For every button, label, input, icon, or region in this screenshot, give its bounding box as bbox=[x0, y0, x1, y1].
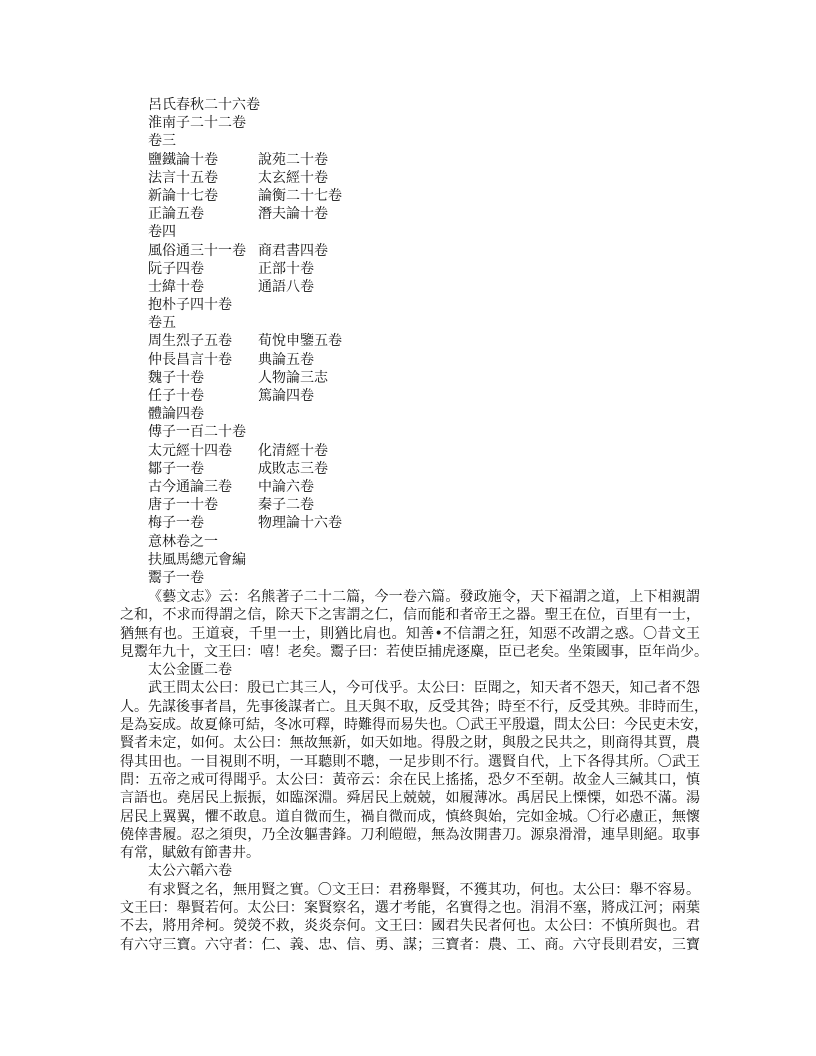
catalog-entry-left: 士緯十卷 bbox=[148, 278, 204, 295]
catalog-entry-left: 法言十五卷 bbox=[148, 169, 218, 186]
catalog-row bbox=[148, 460, 328, 478]
text-line: 之和，不求而得謂之信，除天下之害謂之仁，信而能和者帝王之器。聖王在位，百里有一士， bbox=[120, 607, 700, 624]
catalog-entry-left: 鬻子一卷 bbox=[148, 569, 204, 586]
catalog-entry-left: 卷五 bbox=[148, 315, 176, 332]
catalog-row bbox=[148, 260, 314, 278]
catalog-entry-left: 呂氏春秋二十六卷 bbox=[148, 97, 260, 113]
catalog-entry-left: 卷三 bbox=[148, 133, 176, 150]
catalog-row bbox=[148, 314, 260, 332]
catalog-entry-left: 扶風馬總元會編 bbox=[148, 551, 246, 568]
text-line: 有求賢之名，無用賢之實。〇文王曰：君務舉賢，不獲其功，何也。太公曰：舉不容易。 bbox=[148, 881, 700, 898]
catalog-entry-left: 鹽鐵論十卷 bbox=[148, 151, 218, 168]
section-heading: 太公六韜六卷 bbox=[148, 863, 232, 880]
text-line: 不去，將用斧柯。熒熒不救，炎炎奈何。文王曰：國君失民者何也。太公曰：不慎所與也。君 bbox=[120, 918, 700, 935]
text-line: 得其田也。一目視則不明，一耳聽則不聰，一足步則不行。選賢自代，上下各得其所。〇武王 bbox=[120, 753, 700, 770]
text-line: 問：五帝之戒可得聞乎。太公曰：黃帝云：余在民上搖搖，恐夕不至朝。故金人三緘其口，慎 bbox=[120, 771, 700, 788]
catalog-entry-left: 傅子一百二十卷 bbox=[148, 424, 246, 441]
catalog-entry-right: 說苑二十卷 bbox=[258, 151, 328, 168]
catalog-entry-right: 化清經十卷 bbox=[258, 442, 328, 459]
catalog-row bbox=[148, 405, 260, 423]
catalog-entry-right: 篤論四卷 bbox=[258, 388, 314, 404]
catalog-row bbox=[148, 423, 260, 441]
catalog-entry-left: 體論四卷 bbox=[148, 406, 204, 423]
text-line: 言語也。堯居民上振振，如臨深淵。舜居民上兢兢，如履薄冰。禹居民上慄慄，如恐不滿。湯 bbox=[120, 790, 700, 807]
catalog-row bbox=[148, 514, 342, 532]
catalog-entry-right: 荀悅申鑒五卷 bbox=[258, 333, 342, 350]
text-line: 見鬻年九十，文王曰：嘻！老矣。鬻子曰：若使臣捕虎逐麋，臣已老矣。坐策國事，臣年尚少。 bbox=[120, 643, 708, 660]
catalog-row bbox=[148, 369, 328, 387]
catalog-entry-left: 梅子一卷 bbox=[148, 515, 204, 532]
catalog-entry-right: 正部十卷 bbox=[258, 260, 314, 277]
catalog-entry-left: 魏子十卷 bbox=[148, 369, 204, 386]
catalog-entry-left: 意林卷之一 bbox=[148, 533, 218, 550]
catalog-entry-left: 太元經十四卷 bbox=[148, 442, 232, 459]
book-catalog-list bbox=[148, 96, 342, 587]
catalog-entry-right: 商君書四卷 bbox=[258, 242, 328, 259]
text-line: 文王曰：舉賢若何。太公曰：案賢察名，選才考能，名實得之也。涓涓不塞，將成江河；兩葉 bbox=[120, 900, 700, 917]
catalog-entry-right: 中論六卷 bbox=[258, 478, 314, 495]
catalog-row bbox=[148, 223, 260, 241]
catalog-row bbox=[148, 296, 260, 314]
annotation-body bbox=[120, 588, 708, 954]
catalog-row bbox=[148, 205, 328, 223]
text-line: 是為妄成。故夏條可結，冬冰可釋，時難得而易失也。〇武王平殷還，問太公曰：今民吏未安， bbox=[120, 717, 708, 734]
catalog-entry-right: 通語八卷 bbox=[258, 278, 314, 295]
catalog-row bbox=[148, 478, 314, 496]
text-line: 有常，賦斂有節書井。 bbox=[120, 845, 260, 862]
catalog-entry-left: 唐子一十卷 bbox=[148, 497, 218, 514]
catalog-row bbox=[148, 332, 342, 350]
text-line: 有六守三寶。六守者：仁、義、忠、信、勇、謀；三寶者：農、工、商。六守長則君安，三寶 bbox=[120, 936, 700, 953]
catalog-entry-left: 古今通論三卷 bbox=[148, 478, 232, 495]
text-line: 猶無有也。王道衰，千里一士，則猶比肩也。知善•不信謂之狂，知惡不改謂之惑。〇昔文王 bbox=[120, 625, 700, 642]
catalog-entry-right: 秦子二卷 bbox=[258, 497, 314, 514]
catalog-entry-left: 周生烈子五卷 bbox=[148, 333, 232, 350]
catalog-row bbox=[148, 114, 260, 132]
text-line: 居民上翼翼，懼不敢息。道自微而生，禍自微而成，慎終與始，完如金城。〇行必慮正，無懷 bbox=[120, 808, 700, 825]
catalog-entry-left: 正論五卷 bbox=[148, 206, 204, 223]
catalog-row bbox=[148, 169, 328, 187]
catalog-entry-right: 太玄經十卷 bbox=[258, 169, 328, 186]
catalog-entry-left: 淮南子二十二卷 bbox=[148, 115, 246, 132]
text-line: 武王問太公曰：殷已亡其三人，今可伐乎。太公曰：臣聞之，知天者不怨天，知己者不怨 bbox=[148, 680, 700, 697]
catalog-row bbox=[148, 533, 260, 551]
catalog-entry-right: 典論五卷 bbox=[258, 351, 314, 368]
catalog-entry-left: 阮子四卷 bbox=[148, 260, 204, 277]
text-line: 《藝文志》云：名熊著子二十二篇，今一卷六篇。發政施令，天下福謂之道，上下相親謂 bbox=[148, 589, 700, 605]
catalog-row bbox=[148, 496, 314, 514]
catalog-entry-left: 抱朴子四十卷 bbox=[148, 297, 232, 314]
catalog-entry-left: 任子十卷 bbox=[148, 388, 204, 404]
catalog-row bbox=[148, 96, 260, 114]
catalog-row bbox=[148, 151, 328, 169]
catalog-row bbox=[148, 132, 260, 150]
catalog-row bbox=[148, 442, 328, 460]
catalog-entry-right: 人物論三志 bbox=[258, 369, 328, 386]
catalog-row bbox=[148, 569, 260, 587]
catalog-entry-left: 鄒子一卷 bbox=[148, 460, 204, 477]
catalog-entry-left: 仲長昌言十卷 bbox=[148, 351, 232, 368]
text-line: 賢者未定，如何。太公曰：無故無新，如天如地。得殷之財，與殷之民共之，則商得其賈，農 bbox=[120, 735, 700, 752]
catalog-entry-right: 成敗志三卷 bbox=[258, 460, 328, 477]
catalog-row bbox=[148, 551, 260, 569]
catalog-entry-right: 物理論十六卷 bbox=[258, 515, 342, 532]
catalog-row bbox=[148, 242, 328, 260]
catalog-row bbox=[148, 387, 314, 405]
section-heading: 太公金匱二卷 bbox=[148, 662, 232, 679]
catalog-entry-right: 潛夫論十卷 bbox=[258, 206, 328, 223]
catalog-entry-left: 新論十七卷 bbox=[148, 187, 218, 204]
text-line: 人。先謀後事者昌，先事後謀者亡。且天與不取，反受其咎；時至不行，反受其殃。非時而生， bbox=[120, 698, 708, 715]
catalog-entry-left: 卷四 bbox=[148, 224, 176, 241]
catalog-row bbox=[148, 351, 314, 369]
catalog-entry-right: 論衡二十七卷 bbox=[258, 187, 342, 204]
catalog-row bbox=[148, 187, 342, 205]
catalog-entry-left: 風俗通三十一卷 bbox=[148, 242, 246, 259]
catalog-row bbox=[148, 278, 314, 296]
text-line: 僥倖書履。忍之須臾，乃全汝軀書鋒。刀利皚皚，無為汝開書刀。源泉滑滑，連旱則絕。取事 bbox=[120, 826, 700, 843]
